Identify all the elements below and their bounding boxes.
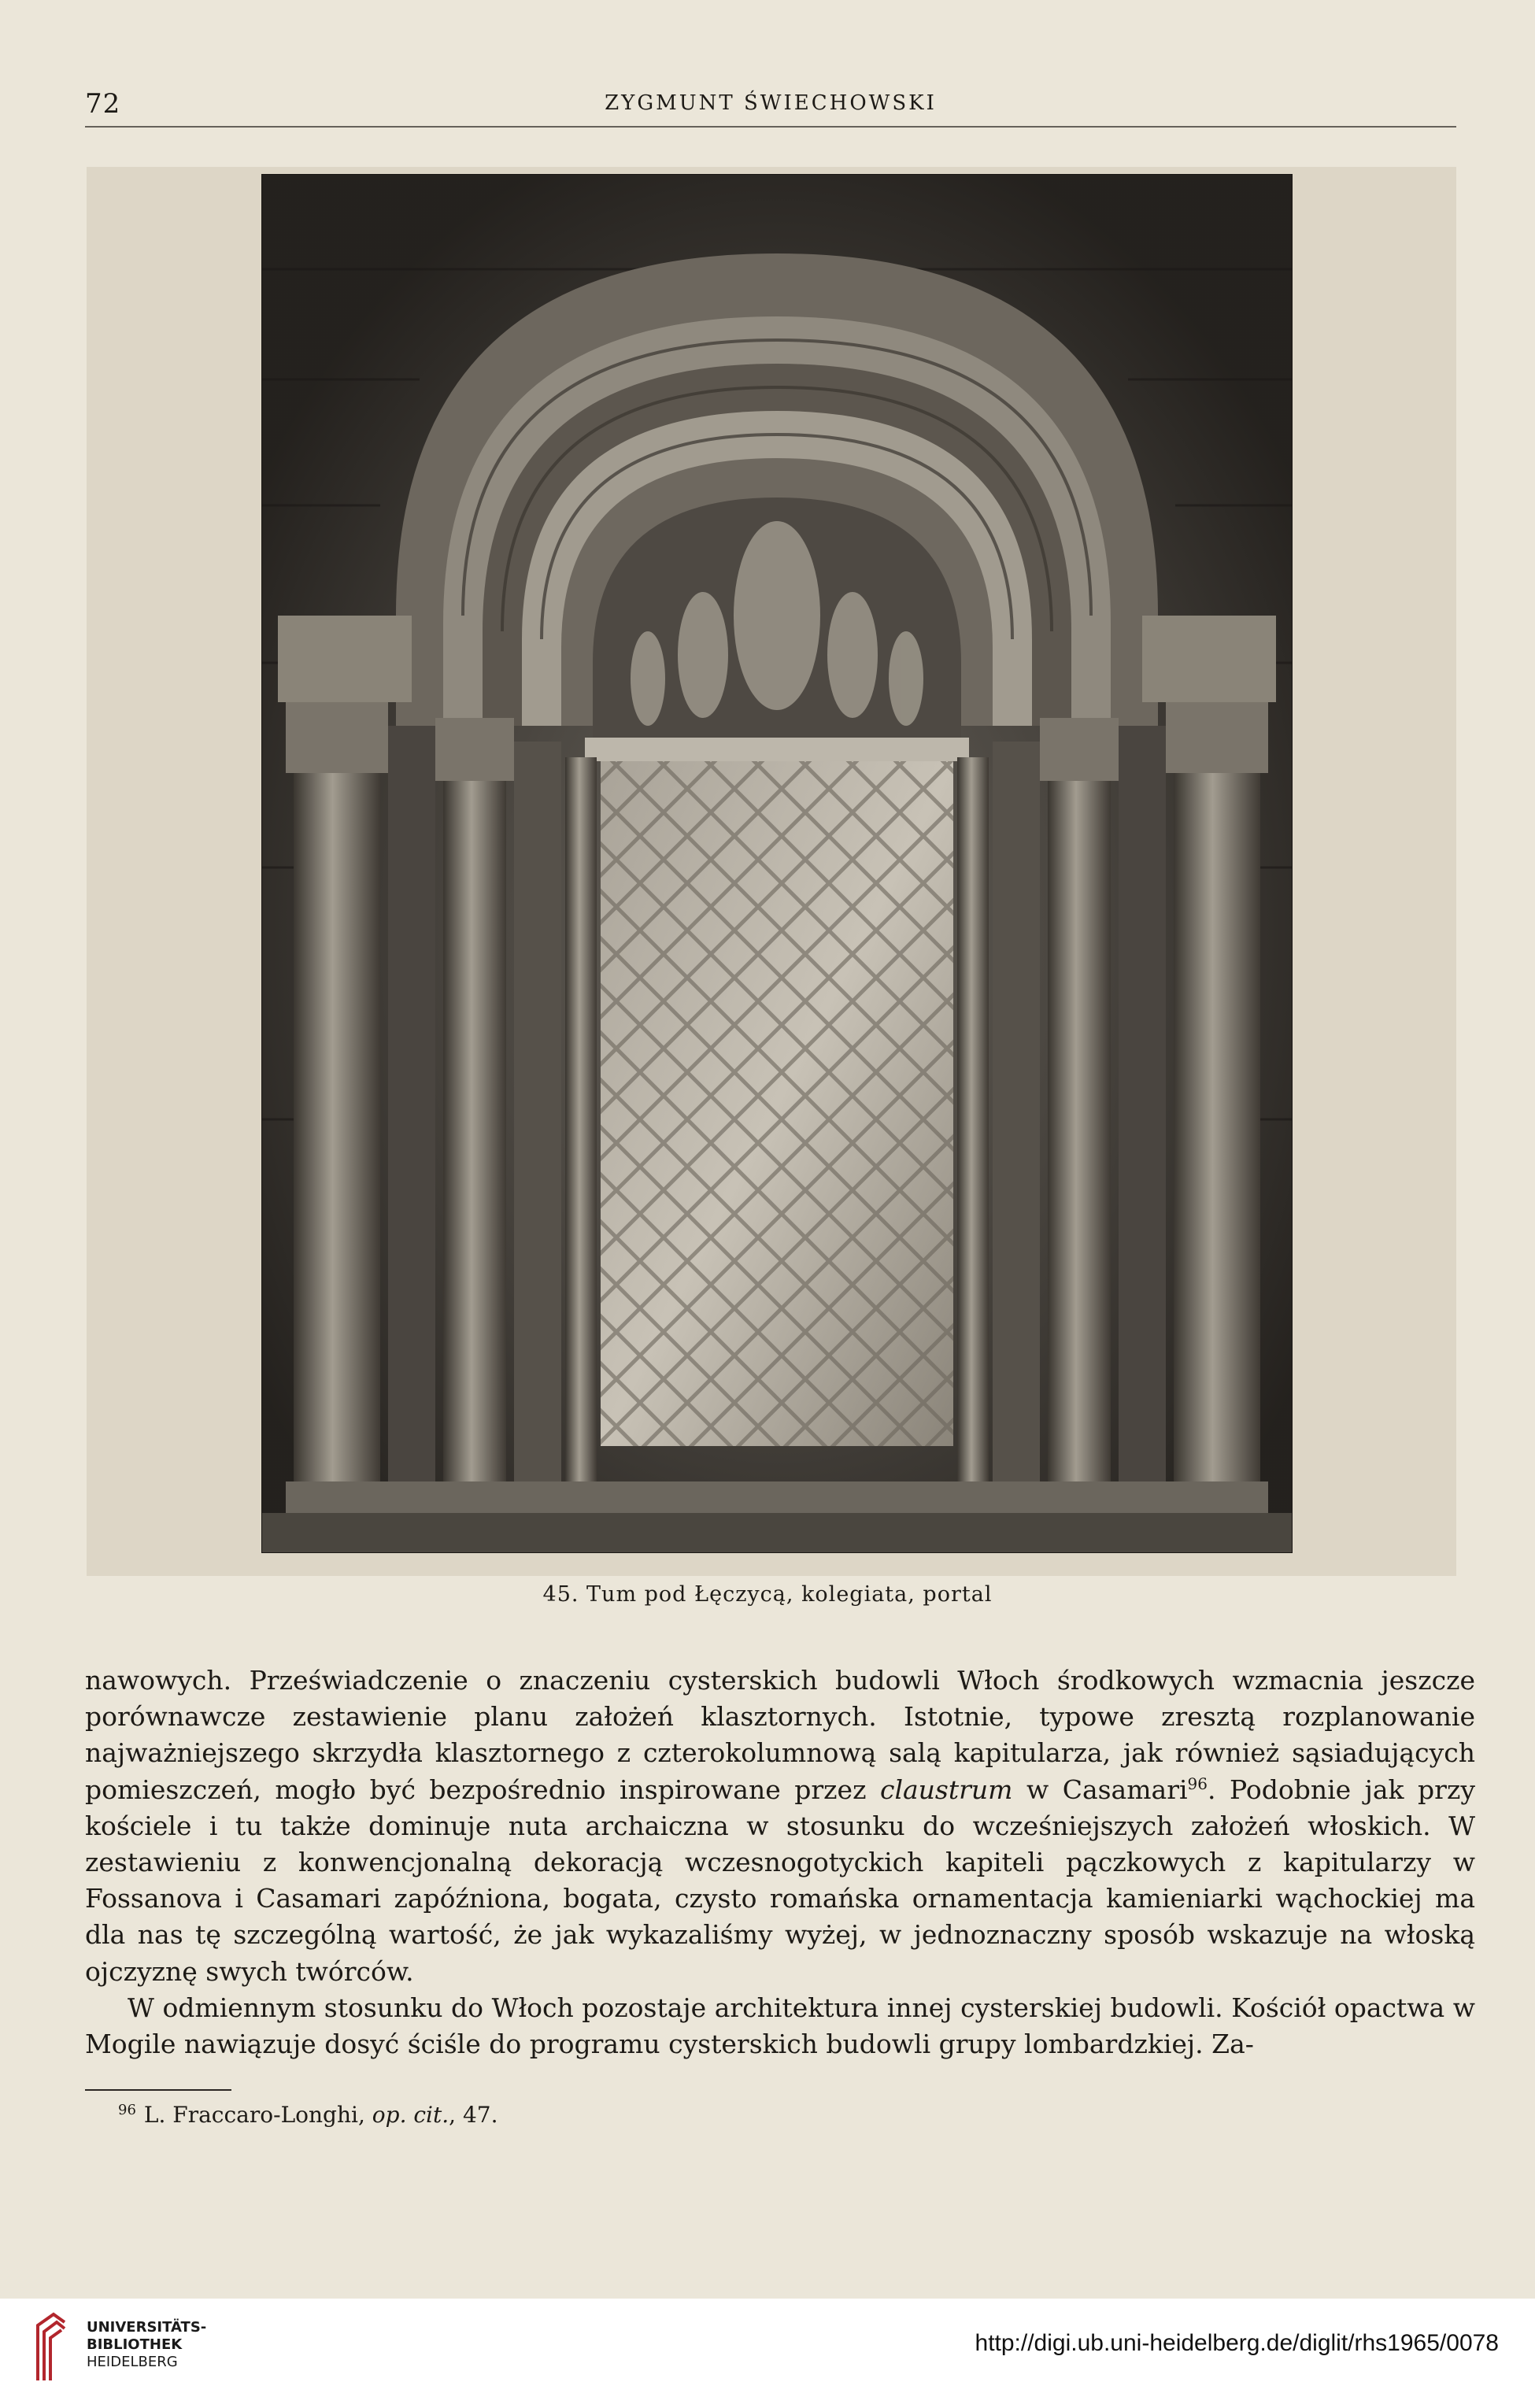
paragraph-1-part-b: w Casamari [1026, 1774, 1188, 1805]
source-url-link[interactable]: http://digi.ub.uni-heidelberg.de/diglit/rhs1965/0078 [975, 2330, 1499, 2356]
figure-caption: 45. Tum pod Łęczycą, kolegiata, portal [542, 1582, 993, 1607]
footnote-author: L. Fraccaro-Longhi, [143, 2102, 365, 2128]
running-head [85, 88, 1456, 123]
footnote-rule [85, 2089, 231, 2091]
paragraph-1 [85, 1663, 1475, 1990]
header-rule [85, 126, 1456, 128]
footnote-italic: op. cit. [372, 2102, 449, 2128]
library-name-line-2: BIBLIOTHEK [87, 2336, 183, 2353]
library-name-line-1: UNIVERSITÄTS- [87, 2319, 207, 2336]
library-name-line-3: HEIDELBERG [87, 2354, 178, 2370]
footnote-rest: , 47. [449, 2102, 498, 2128]
italic-term: claustrum [879, 1774, 1013, 1805]
library-logo-icon [30, 2310, 69, 2385]
portal-photograph [262, 175, 1292, 1552]
library-name [87, 2319, 206, 2371]
footnote [118, 2102, 498, 2128]
paragraph-1-part-a: nawowych. Przeświadczenie o znaczeniu cysterskich budowli Włoch środkowych wzmacnia jeszcze porównawcze zestawienie planu założeń klasztornych. Istotnie, typowe zresztą rozplanowanie najważniejszego skrzydła klasztornego z czterokolumnową salą kapitularza, jak również sąsiadujących pomieszczeń, mogło być bezpośrednio inspirowane przez [85, 1665, 1475, 1805]
footnote-number: 96 [118, 2101, 136, 2118]
library-footer [0, 2299, 1535, 2408]
paragraph-1-part-c: . Podobnie jak przy kościele i tu także dominuje nuta archaiczna w stosunku do wcześniejszych założeń włoskich. W zestawieniu z konwencjonalną dekoracją wczesnogotyckich kapiteli pączkowych z kapitularzy w Fossanova i Casamari zapóźniona, bogata, czysto romańska ornamentacja kamieniarki wąchockiej ma dla nas tę szczególną wartość, że jak wykazaliśmy wyżej, w jednoznaczny sposób wskazuje na włoską ojczyznę swych twórców. [85, 1774, 1475, 1987]
footnote-reference: 96 [1187, 1774, 1208, 1793]
body-text [85, 1663, 1475, 2062]
page-number: 72 [85, 88, 121, 120]
paragraph-2: W odmiennym stosunku do Włoch pozostaje architektura innej cysterskiej budowli. Kościół opactwa w Mogile nawiązuje dosyć ściśle do programu cysterskich budowli grupy lombardzkiej. Za- [85, 1992, 1475, 2060]
running-title: ZYGMUNT ŚWIECHOWSKI [605, 91, 937, 115]
